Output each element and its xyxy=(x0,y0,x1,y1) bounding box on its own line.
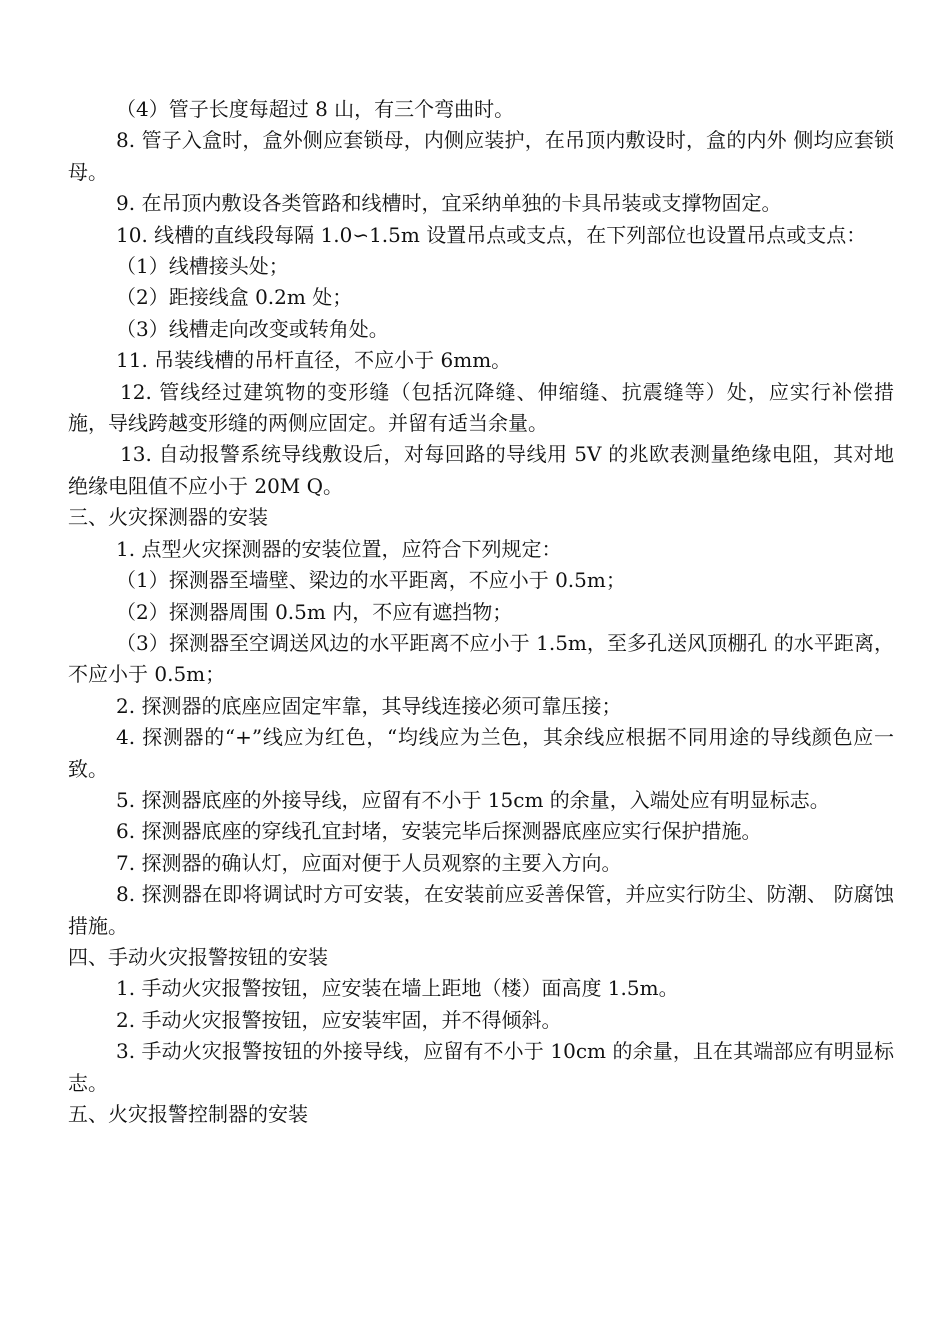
section-heading: 四、手动火灾报警按钮的安装 xyxy=(68,944,328,969)
paragraph: 7. 探测器的确认灯，应面对便于人员观察的主要入方向。 xyxy=(116,850,622,875)
paragraph: 11. 吊装线槽的吊杆直径，不应小于 6mm。 xyxy=(116,348,512,373)
paragraph: 2. 探测器的底座应固定牢靠，其导线连接必须可靠压接； xyxy=(116,693,622,718)
paragraph: 4. 探测器的“+”线应为红色，“均线应为兰色，其余线应根据不同用途的导线颜色应一致。 xyxy=(68,725,894,781)
section-heading: 三、火灾探测器的安装 xyxy=(68,505,268,530)
paragraph: 9. 在吊顶内敷设各类管路和线槽时，宜采纳单独的卡具吊装或支撑物固定。 xyxy=(116,191,782,216)
paragraph: 1. 手动火灾报警按钮，应安装在墙上距地（楼）面高度 1.5m。 xyxy=(116,976,679,1001)
paragraph: 3. 手动火灾报警按钮的外接导线，应留有不小于 10cm 的余量，且在其端部应有明显标志。 xyxy=(68,1039,894,1095)
paragraph: 5. 探测器底座的外接导线，应留有不小于 15cm 的余量，入端处应有明显标志。 xyxy=(116,787,830,812)
section-heading: 五、火灾报警控制器的安装 xyxy=(68,1102,308,1126)
paragraph: （1）探测器至墙壁、梁边的水平距离，不应小于 0.5m； xyxy=(116,568,626,593)
paragraph: （4）管子长度每超过 8 山，有三个弯曲时。 xyxy=(116,97,515,121)
paragraph: （1）线槽接头处； xyxy=(116,254,289,279)
paragraph: 13. 自动报警系统导线敷设后，对每回路的导线用 5V 的兆欧表测量绝缘电阻，其对地绝缘电阻值不应小于 20M Q。 xyxy=(68,442,894,498)
paragraph: 10. 线槽的直线段每隔 1.0∽1.5m 设置吊点或支点，在下列部位也设置吊点或支点： xyxy=(116,222,867,247)
paragraph: 8. 管子入盒时，盒外侧应套锁母，内侧应装护，在吊顶内敷设时，盒的内外 侧均应套锁母。 xyxy=(68,128,894,184)
paragraph: 12. 管线经过建筑物的变形缝（包括沉降缝、伸缩缝、抗震缝等）处，应实行补偿措施，导线跨越变形缝的两侧应固定。并留有适当余量。 xyxy=(68,379,894,436)
document-body xyxy=(68,94,894,1130)
paragraph: 8. 探测器在即将调试时方可安装，在安装前应妥善保管，并应实行防尘、防潮、 防腐蚀措施。 xyxy=(68,882,894,938)
paragraph: （3）线槽走向改变或转角处。 xyxy=(116,316,389,341)
paragraph: （3）探测器至空调送风边的水平距离不应小于 1.5m，至多孔送风顶棚孔 的水平距离，不应小于 0.5m； xyxy=(68,630,894,687)
paragraph: （2）距接线盒 0.2m 处； xyxy=(116,285,353,310)
paragraph: 6. 探测器底座的穿线孔宜封堵，安装完毕后探测器底座应实行保护措施。 xyxy=(116,819,762,844)
paragraph: 2. 手动火灾报警按钮，应安装牢固，并不得倾斜。 xyxy=(116,1007,562,1032)
paragraph: 1. 点型火灾探测器的安装位置，应符合下列规定： xyxy=(116,536,562,561)
paragraph: （2）探测器周围 0.5m 内，不应有遮挡物； xyxy=(116,599,513,624)
